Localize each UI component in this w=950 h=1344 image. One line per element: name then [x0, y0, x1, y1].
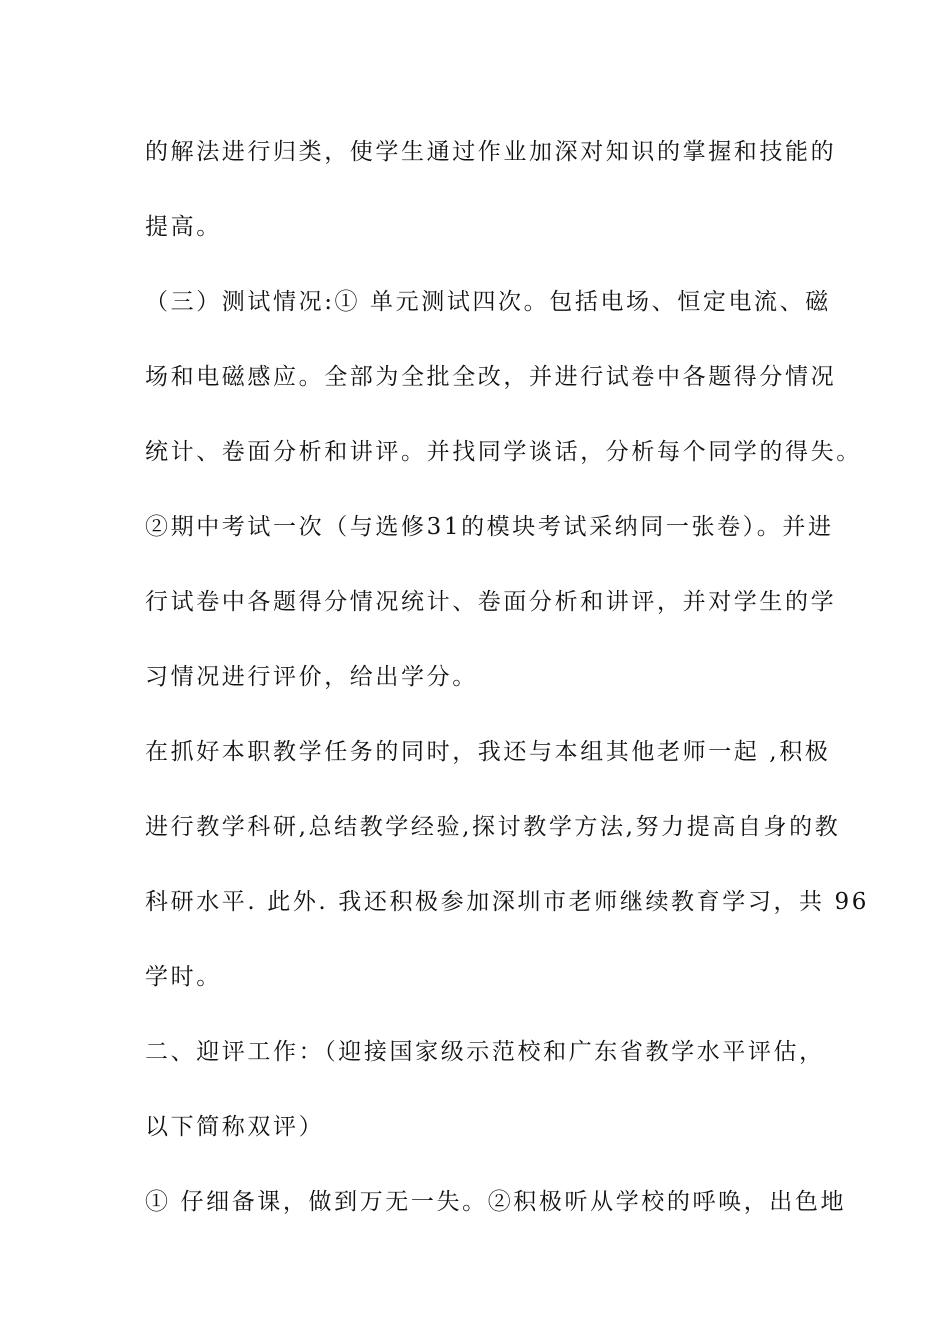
text-line-13: 二、迎评工作：（迎接国家级示范校和广东省教学水平评估，: [145, 1039, 825, 1065]
text-line-7: 行试卷中各题得分情况统计、卷面分析和讲评，并对学生的学: [145, 589, 837, 615]
text-line-2: 提高。: [145, 214, 222, 240]
text-line-6: ②期中考试一次（与选修31的模块考试采纳同一张卷）。并进: [145, 514, 834, 540]
text-line-4: 场和电磁感应。全部为全批全改，并进行试卷中各题得分情况: [145, 364, 837, 390]
text-line-15: ① 仔细备课，做到万无一失。②积极听从学校的呼唤，出色地: [145, 1189, 847, 1215]
text-line-12: 学时。: [145, 964, 222, 990]
text-line-9: 在抓好本职教学任务的同时，我还与本组其他老师一起 ,积极: [145, 739, 831, 765]
text-line-1: 的解法进行归类，使学生通过作业加深对知识的掌握和技能的: [145, 139, 837, 165]
text-line-11: 科研水平. 此外. 我还积极参加深圳市老师继续教育学习，共 96: [145, 889, 870, 915]
text-line-8: 习情况进行评价，给出学分。: [145, 664, 478, 690]
text-line-14: 以下简称双评）: [145, 1114, 325, 1140]
text-line-3: （三）测试情况:① 单元测试四次。包括电场、恒定电流、磁: [145, 289, 831, 315]
text-line-5: 统计、卷面分析和讲评。并找同学谈话，分析每个同学的得失。: [145, 439, 862, 465]
text-line-10: 进行教学科研,总结教学经验,探讨教学方法,努力提高自身的教: [145, 814, 841, 840]
